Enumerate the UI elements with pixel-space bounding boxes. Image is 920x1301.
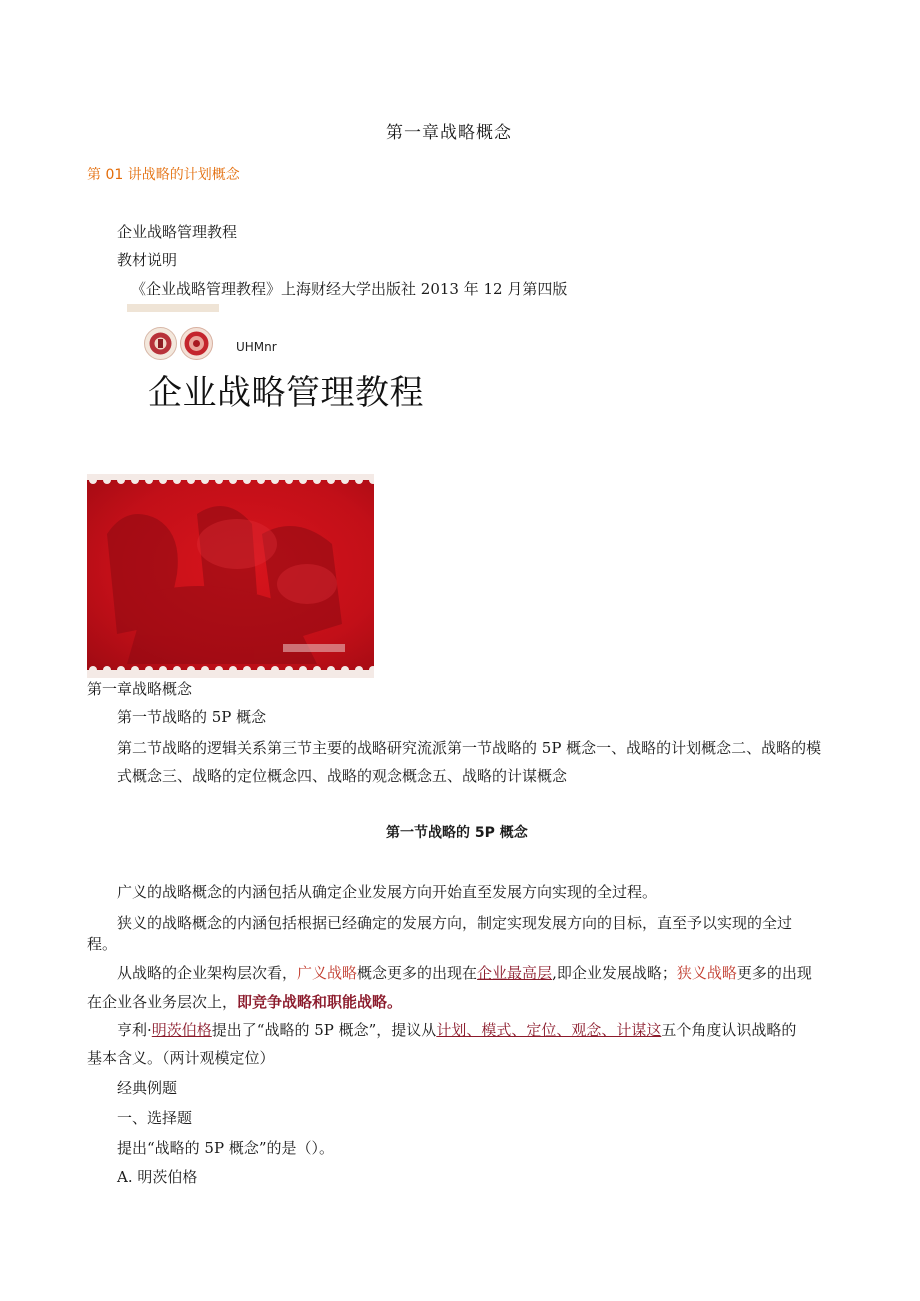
p3-line2-text: 在企业各业务层次上， xyxy=(87,993,238,1011)
paragraph-narrow-strategy-line2: 程。 xyxy=(87,935,118,953)
lecture-heading: 第 01 讲战略的计划概念 xyxy=(87,167,240,183)
question-text: 提出“战略的 5P 概念”的是（）。 xyxy=(117,1139,335,1157)
example-heading: 经典例题 xyxy=(117,1079,178,1097)
cover-title: 企业战略管理教程 xyxy=(148,373,424,413)
toc-section-1: 第一节战略的 5P 概念 xyxy=(117,708,267,726)
intro-line-textbook-note: 教材说明 xyxy=(117,251,178,269)
p4-text-c: 提出了“战略的 5P 概念”，提议从 xyxy=(211,1021,437,1039)
p4-mintzberg-link[interactable]: 明茨伯格 xyxy=(151,1021,212,1039)
paragraph-broad-strategy: 广义的战略概念的内涵包括从确定企业发展方向开始直至发展方向实现的全过程。 xyxy=(117,883,658,901)
p4-five-p-link[interactable]: 计划、模式、定位、观念、计谋这 xyxy=(436,1021,662,1039)
p3-text-g: 更多的出现 xyxy=(736,964,812,982)
p3-broad-strategy: 广义战略 xyxy=(297,964,358,982)
paragraph-hierarchy-line1 xyxy=(117,962,812,983)
toc-line-3: 式概念三、战略的定位概念四、战略的观念概念五、战略的计谋概念 xyxy=(117,767,568,785)
cover-logo-text: UHMnr xyxy=(236,340,277,354)
p3-competitive-strategy: 即竞争战略和职能战略。 xyxy=(237,993,403,1011)
paragraph-mintzberg-line1 xyxy=(117,1019,796,1040)
p3-narrow-strategy: 狭义战略 xyxy=(676,964,737,982)
toc-chapter: 第一章战略概念 xyxy=(87,680,193,698)
p3-text-c: 概念更多的出现在 xyxy=(357,964,478,982)
intro-line-book-name: 企业战略管理教程 xyxy=(117,223,238,241)
paragraph-hierarchy-line2 xyxy=(87,991,402,1012)
p3-text-e: ,即企业发展战略； xyxy=(552,964,677,982)
book-cover-image xyxy=(87,474,374,678)
publisher-seal-icon xyxy=(180,327,213,360)
p4-text-e: 五个角度认识战略的 xyxy=(661,1021,797,1039)
question-type: 一、选择题 xyxy=(117,1109,193,1127)
intro-line-publisher: 《企业战略管理教程》上海财经大学出版社 2013 年 12 月第四版 xyxy=(131,280,568,298)
section-heading: 第一节战略的 5P 概念 xyxy=(386,825,528,841)
p4-text-a: 亨利· xyxy=(117,1021,152,1039)
option-a[interactable]: A. 明茨伯格 xyxy=(117,1168,198,1186)
paragraph-mintzberg-line2: 基本含义。（两计观模定位） xyxy=(87,1049,275,1067)
p3-text-a: 从战略的企业架构层次看， xyxy=(117,964,298,982)
p3-top-level-link[interactable]: 企业最高层 xyxy=(477,964,553,982)
toc-line-2: 第二节战略的逻辑关系第三节主要的战略研究流派第一节战略的 5P 概念一、战略的计划概念二、战略的模 xyxy=(117,739,822,757)
paragraph-narrow-strategy-line1: 狭义的战略概念的内涵包括根据已经确定的发展方向，制定实现发展方向的目标，直至予以实现的全过 xyxy=(117,914,793,932)
university-logo-icon xyxy=(144,327,177,360)
cover-top-strip xyxy=(127,304,219,312)
chapter-title: 第一章战略概念 xyxy=(386,123,512,143)
